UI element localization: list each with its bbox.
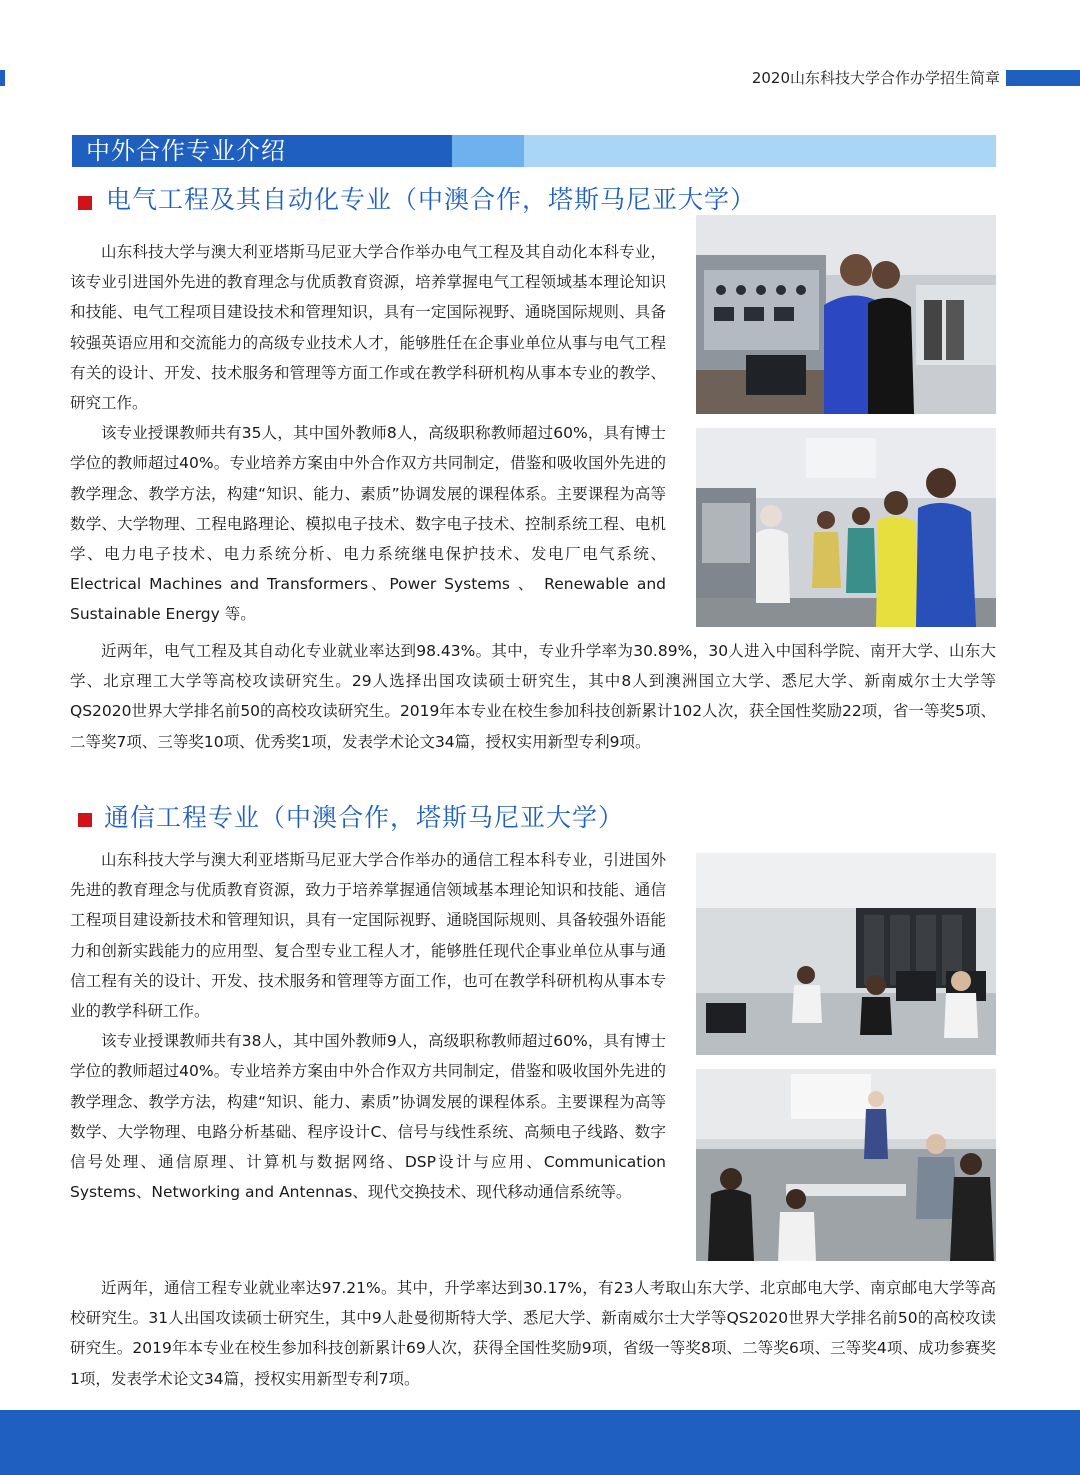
lab-photo-electrical-2 [696,428,996,627]
footer-bar [0,1410,1080,1475]
section2-heading: 通信工程专业（中澳合作，塔斯马尼亚大学） [104,803,625,832]
lab-photo-communication-1 [696,853,996,1055]
red-square-icon [78,196,92,210]
header-accent-right [1006,70,1080,86]
header-accent-left [0,70,5,86]
section1-text-block [70,237,666,630]
section2-text-block [70,845,666,1207]
lab-photo-communication-2 [696,1069,996,1261]
section1-heading: 电气工程及其自动化专业（中澳合作，塔斯马尼亚大学） [106,185,757,214]
section1-paragraph-1: 山东科技大学与澳大利亚塔斯马尼亚大学合作举办电气工程及其自动化本科专业，该专业引进国外先进的教育理念与优质教育资源，培养掌握电气工程领域基本理论知识和技能、电气工程项目建设技术和管理知识，具有一定国际视野、通晓国际规则、具备较强英语应用和交流能力的高级专业技术人才，能够胜任在企事业单位从事与电气工程有关的设计、开发、技术服务和管理等方面工作或在教学科研机构从事本专业的教学、研究工作。 [70,243,666,413]
section2-paragraph-1: 山东科技大学与澳大利亚塔斯马尼亚大学合作举办的通信工程本科专业，引进国外先进的教育理念与优质教育资源，致力于培养掌握通信领域基本理论知识和技能、通信工程项目建设新技术和管理知识，具有一定国际视野、通晓国际规则、具备较强外语能力和创新实践能力的应用型、复合型专业工程人才，能够胜任现代企事业单位从事与通信工程有关的设计、开发、技术服务和管理等方面工作，也可在教学科研机构从事本专业的教学科研工作。 [70,851,666,1021]
red-square-icon [78,813,92,827]
section-banner-title: 中外合作专业介绍 [86,137,286,165]
section2-paragraph-3: 近两年，通信工程专业就业率达97.21%。其中，升学率达到30.17%，有23人考取山东大学、北京邮电大学、南京邮电大学等高校研究生。31人出国攻读硕士研究生，其中9人赴曼彻斯特大学、悉尼大学、新南威尔士大学等QS2020世界大学排名前50的高校攻读研究生。2019年本专业在校生参加科技创新累计69人次，获得全国性奖励9项，省级一等奖8项、二等奖6项、三等奖4项、成功参赛奖1项，发表学术论文34篇，授权实用新型专利7项。 [70,1279,996,1388]
section1-paragraph-3: 近两年，电气工程及其自动化专业就业率达到98.43%。其中，专业升学率为30.89%，30人进入中国科学院、南开大学、山东大学、北京理工大学等高校攻读研究生。29人选择出国攻读硕士研究生，其中8人到澳洲国立大学、悉尼大学、新南威尔士大学等QS2020世界大学排名前50的高校攻读研究生。2019年本专业在校生参加科技创新累计102人次，获全国性奖励22项，省一等奖5项、二等奖7项、三等奖10项、优秀奖1项，发表学术论文34篇，授权实用新型专利9项。 [70,642,996,751]
lab-photo-electrical-1 [696,215,996,414]
section1-paragraph-2: 该专业授课教师共有35人，其中国外教师8人，高级职称教师超过60%，具有博士学位的教师超过40%。专业培养方案由中外合作双方共同制定，借鉴和吸收国外先进的教学理念、教学方法，构建“知识、能力、素质”协调发展的课程体系。主要课程为高等数学、大学物理、工程电路理论、模拟电子技术、数字电子技术、控制系统工程、电机学、电力电子技术、电力系统分析、电力系统继电保护技术、发电厂电气系统、 Electrical Machines and Transformers、Power Systems 、 Renewable and Sustainable Energy 等。 [70,424,666,624]
section2-paragraph-2: 该专业授课教师共有38人，其中国外教师9人，高级职称教师超过60%，具有博士学位的教师超过40%。专业培养方案由中外合作双方共同制定，借鉴和吸收国外先进的教学理念、教学方法，构建“知识、能力、素质”协调发展的课程体系。主要课程为高等数学、大学物理、电路分析基础、程序设计C、信号与线性系统、高频电子线路、数字信号处理、通信原理、计算机与数据网络、DSP设计与应用、Communication Systems、Networking and Antennas、现代交换技术、现代移动通信系统等。 [70,1032,666,1202]
header-title: 2020山东科技大学合作办学招生简章 [751,69,1000,87]
